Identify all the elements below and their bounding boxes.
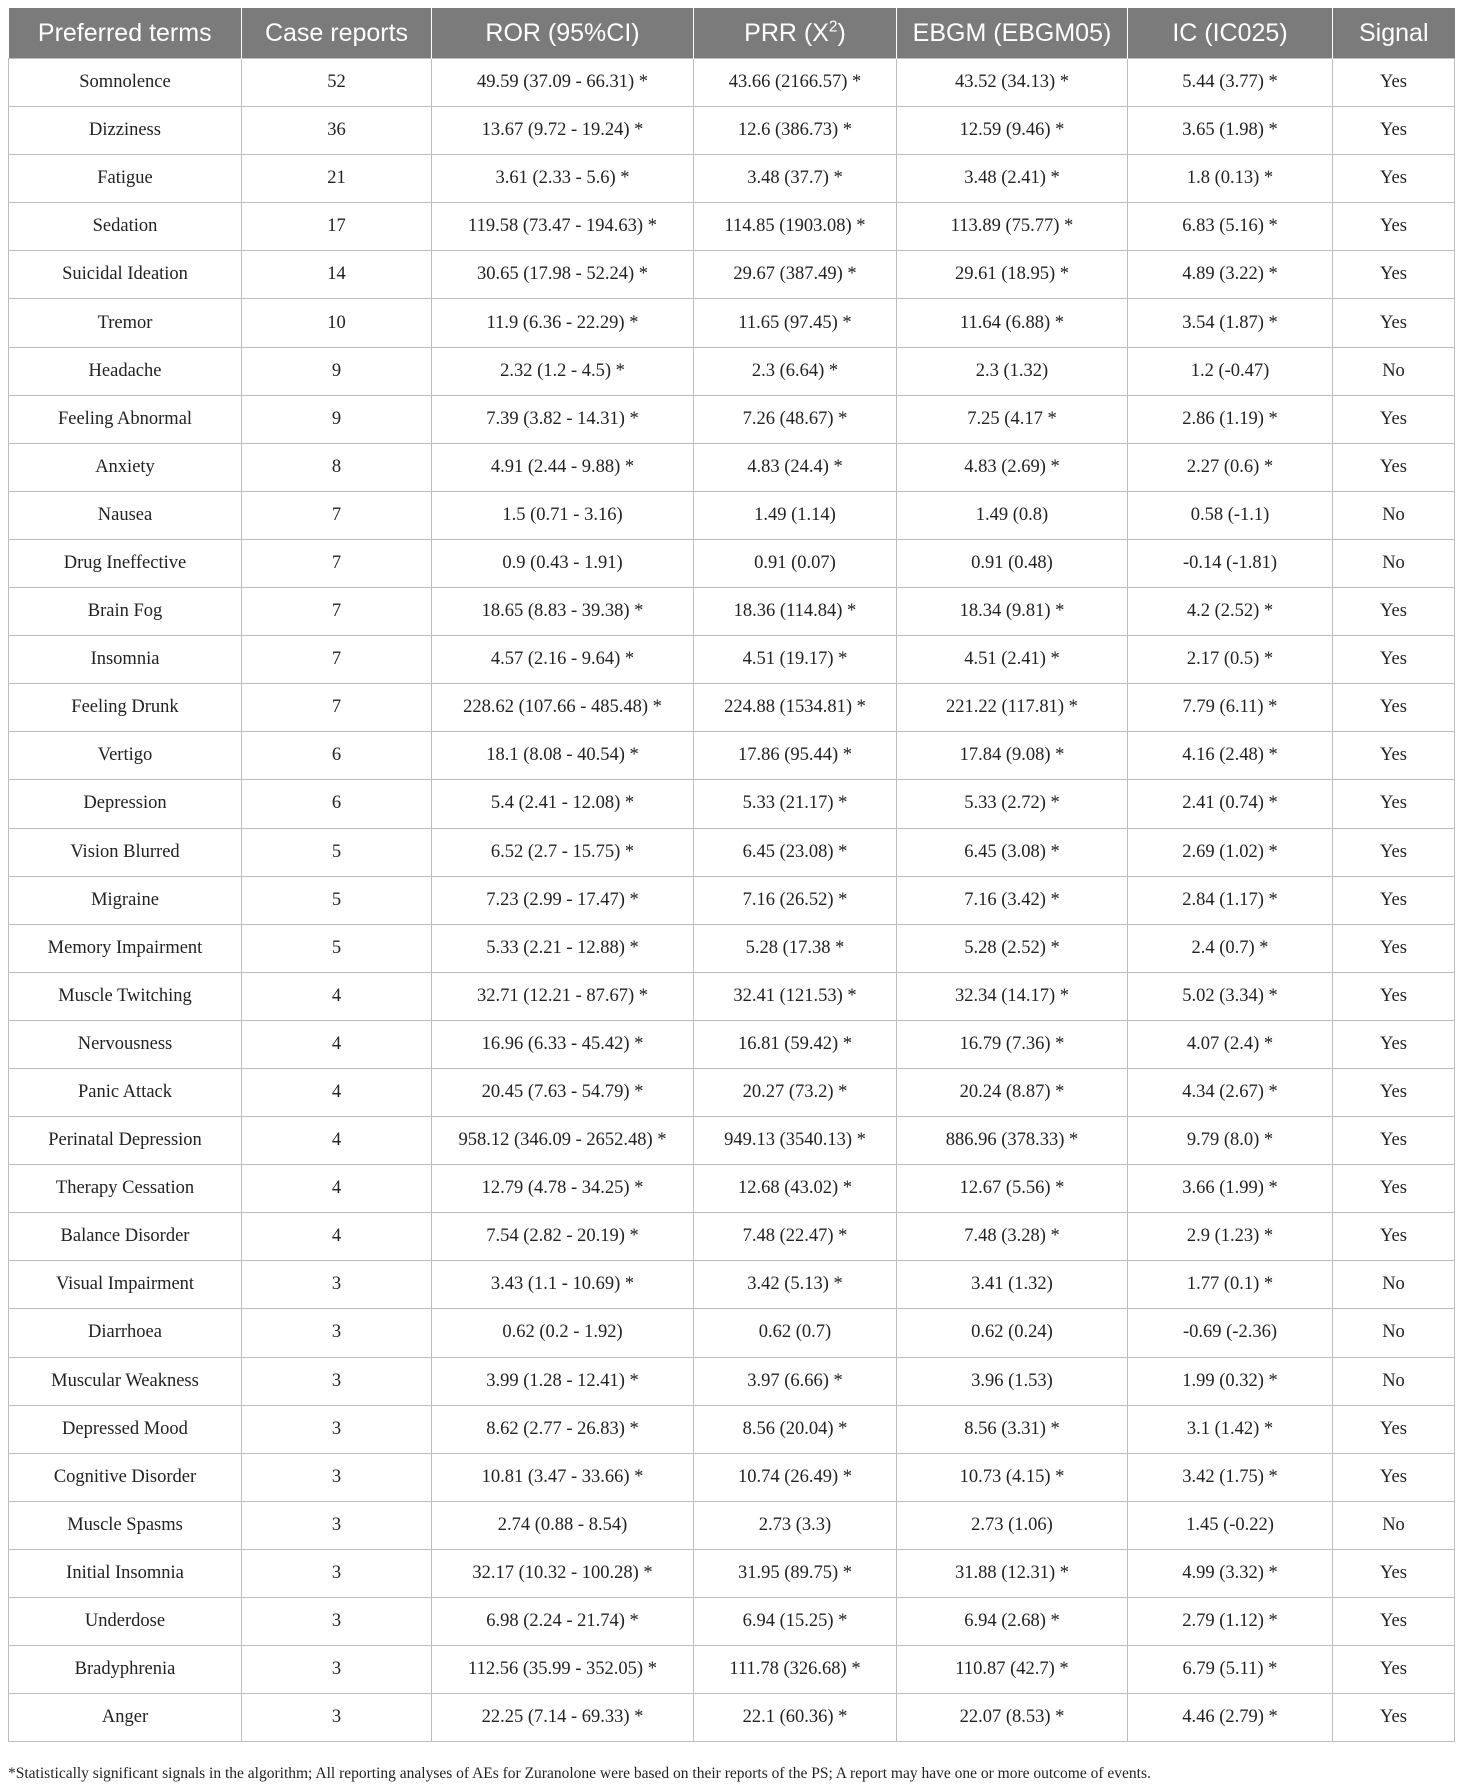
table-row (9, 1020, 1455, 1068)
table-row (9, 876, 1455, 924)
cell-ror: 18.65 (8.83 - 39.38) * (432, 588, 694, 636)
table-row (9, 924, 1455, 972)
cell-ebgm: 4.83 (2.69) * (897, 443, 1128, 491)
cell-prr: 29.67 (387.49) * (694, 251, 897, 299)
cell-signal: Yes (1333, 203, 1455, 251)
table-row (9, 1453, 1455, 1501)
cell-ror: 32.71 (12.21 - 87.67) * (432, 972, 694, 1020)
cell-ic: 2.86 (1.19) * (1128, 395, 1333, 443)
cell-ror: 11.9 (6.36 - 22.29) * (432, 299, 694, 347)
cell-ic: 2.17 (0.5) * (1128, 636, 1333, 684)
cell-ebgm: 10.73 (4.15) * (897, 1453, 1128, 1501)
cell-ic: 2.9 (1.23) * (1128, 1213, 1333, 1261)
table-row (9, 972, 1455, 1020)
cell-ror: 7.23 (2.99 - 17.47) * (432, 876, 694, 924)
cell-signal: Yes (1333, 1549, 1455, 1597)
cell-ebgm: 16.79 (7.36) * (897, 1020, 1128, 1068)
cell-case-reports: 5 (242, 924, 432, 972)
cell-prr: 22.1 (60.36) * (694, 1694, 897, 1742)
table-row (9, 491, 1455, 539)
cell-case-reports: 7 (242, 588, 432, 636)
cell-case-reports: 10 (242, 299, 432, 347)
cell-signal: No (1333, 1501, 1455, 1549)
cell-ror: 16.96 (6.33 - 45.42) * (432, 1020, 694, 1068)
cell-case-reports: 5 (242, 876, 432, 924)
cell-ebgm: 5.33 (2.72) * (897, 780, 1128, 828)
cell-signal: Yes (1333, 443, 1455, 491)
cell-prr: 16.81 (59.42) * (694, 1020, 897, 1068)
cell-case-reports: 4 (242, 1020, 432, 1068)
table-row (9, 155, 1455, 203)
header-ebgm: EBGM (EBGM05) (897, 8, 1128, 59)
cell-prr: 8.56 (20.04) * (694, 1405, 897, 1453)
cell-case-reports: 6 (242, 780, 432, 828)
header-prr-close: ) (837, 18, 846, 47)
header-prr (694, 8, 897, 59)
header-preferred-terms: Preferred terms (9, 8, 242, 59)
cell-preferred-term: Depressed Mood (9, 1405, 242, 1453)
cell-signal: Yes (1333, 299, 1455, 347)
cell-ic: 4.89 (3.22) * (1128, 251, 1333, 299)
cell-signal: Yes (1333, 1020, 1455, 1068)
cell-preferred-term: Somnolence (9, 59, 242, 107)
cell-ebgm: 6.45 (3.08) * (897, 828, 1128, 876)
cell-signal: Yes (1333, 59, 1455, 107)
cell-case-reports: 36 (242, 107, 432, 155)
cell-ebgm: 5.28 (2.52) * (897, 924, 1128, 972)
cell-prr: 3.42 (5.13) * (694, 1261, 897, 1309)
cell-ebgm: 18.34 (9.81) * (897, 588, 1128, 636)
cell-ebgm: 886.96 (378.33) * (897, 1117, 1128, 1165)
cell-preferred-term: Perinatal Depression (9, 1117, 242, 1165)
cell-case-reports: 3 (242, 1694, 432, 1742)
cell-ic: 6.79 (5.11) * (1128, 1646, 1333, 1694)
cell-ebgm: 4.51 (2.41) * (897, 636, 1128, 684)
cell-preferred-term: Brain Fog (9, 588, 242, 636)
cell-ebgm: 20.24 (8.87) * (897, 1068, 1128, 1116)
cell-preferred-term: Nausea (9, 491, 242, 539)
cell-case-reports: 5 (242, 828, 432, 876)
cell-prr: 10.74 (26.49) * (694, 1453, 897, 1501)
cell-ror: 20.45 (7.63 - 54.79) * (432, 1068, 694, 1116)
adverse-event-signal-table (8, 8, 1455, 1742)
cell-prr: 224.88 (1534.81) * (694, 684, 897, 732)
cell-preferred-term: Feeling Abnormal (9, 395, 242, 443)
cell-case-reports: 3 (242, 1501, 432, 1549)
cell-prr: 0.91 (0.07) (694, 539, 897, 587)
cell-ic: 0.58 (-1.1) (1128, 491, 1333, 539)
table-row (9, 539, 1455, 587)
cell-prr: 3.97 (6.66) * (694, 1357, 897, 1405)
cell-ror: 4.91 (2.44 - 9.88) * (432, 443, 694, 491)
cell-case-reports: 17 (242, 203, 432, 251)
cell-prr: 0.62 (0.7) (694, 1309, 897, 1357)
cell-case-reports: 21 (242, 155, 432, 203)
cell-ebgm: 17.84 (9.08) * (897, 732, 1128, 780)
cell-ebgm: 43.52 (34.13) * (897, 59, 1128, 107)
cell-preferred-term: Anxiety (9, 443, 242, 491)
cell-preferred-term: Muscle Spasms (9, 1501, 242, 1549)
table-row (9, 732, 1455, 780)
table-row (9, 1165, 1455, 1213)
cell-ror: 2.32 (1.2 - 4.5) * (432, 347, 694, 395)
header-case-reports: Case reports (242, 8, 432, 59)
cell-ic: 3.66 (1.99) * (1128, 1165, 1333, 1213)
cell-signal: Yes (1333, 876, 1455, 924)
cell-ic: 4.2 (2.52) * (1128, 588, 1333, 636)
cell-prr: 7.48 (22.47) * (694, 1213, 897, 1261)
table-row (9, 1598, 1455, 1646)
cell-preferred-term: Underdose (9, 1598, 242, 1646)
cell-case-reports: 3 (242, 1309, 432, 1357)
header-signal: Signal (1333, 8, 1455, 59)
cell-ror: 119.58 (73.47 - 194.63) * (432, 203, 694, 251)
cell-ror: 958.12 (346.09 - 2652.48) * (432, 1117, 694, 1165)
signal-table-container (8, 8, 1454, 1742)
cell-preferred-term: Therapy Cessation (9, 1165, 242, 1213)
cell-case-reports: 4 (242, 1117, 432, 1165)
cell-preferred-term: Visual Impairment (9, 1261, 242, 1309)
cell-ic: 2.27 (0.6) * (1128, 443, 1333, 491)
header-prr-superscript: 2 (828, 18, 838, 36)
cell-ebgm: 221.22 (117.81) * (897, 684, 1128, 732)
cell-preferred-term: Migraine (9, 876, 242, 924)
cell-ic: -0.14 (-1.81) (1128, 539, 1333, 587)
table-row (9, 588, 1455, 636)
cell-ror: 2.74 (0.88 - 8.54) (432, 1501, 694, 1549)
cell-prr: 6.45 (23.08) * (694, 828, 897, 876)
cell-ic: 1.2 (-0.47) (1128, 347, 1333, 395)
cell-ror: 13.67 (9.72 - 19.24) * (432, 107, 694, 155)
cell-preferred-term: Suicidal Ideation (9, 251, 242, 299)
cell-ic: -0.69 (-2.36) (1128, 1309, 1333, 1357)
cell-signal: Yes (1333, 1598, 1455, 1646)
cell-prr: 18.36 (114.84) * (694, 588, 897, 636)
cell-signal: Yes (1333, 1694, 1455, 1742)
cell-case-reports: 3 (242, 1598, 432, 1646)
cell-ebgm: 12.67 (5.56) * (897, 1165, 1128, 1213)
cell-ic: 9.79 (8.0) * (1128, 1117, 1333, 1165)
cell-case-reports: 3 (242, 1549, 432, 1597)
table-row (9, 684, 1455, 732)
cell-preferred-term: Balance Disorder (9, 1213, 242, 1261)
cell-preferred-term: Depression (9, 780, 242, 828)
table-row (9, 107, 1455, 155)
cell-prr: 7.16 (26.52) * (694, 876, 897, 924)
cell-preferred-term: Muscular Weakness (9, 1357, 242, 1405)
cell-ic: 1.45 (-0.22) (1128, 1501, 1333, 1549)
cell-ebgm: 7.48 (3.28) * (897, 1213, 1128, 1261)
table-row (9, 1501, 1455, 1549)
cell-case-reports: 7 (242, 491, 432, 539)
cell-preferred-term: Headache (9, 347, 242, 395)
table-row (9, 251, 1455, 299)
cell-ic: 1.77 (0.1) * (1128, 1261, 1333, 1309)
cell-prr: 11.65 (97.45) * (694, 299, 897, 347)
cell-preferred-term: Vision Blurred (9, 828, 242, 876)
cell-ic: 2.4 (0.7) * (1128, 924, 1333, 972)
cell-ebgm: 0.62 (0.24) (897, 1309, 1128, 1357)
cell-signal: Yes (1333, 636, 1455, 684)
cell-case-reports: 7 (242, 539, 432, 587)
cell-ic: 4.16 (2.48) * (1128, 732, 1333, 780)
cell-signal: Yes (1333, 1453, 1455, 1501)
cell-case-reports: 4 (242, 972, 432, 1020)
cell-ic: 2.69 (1.02) * (1128, 828, 1333, 876)
cell-ebgm: 7.16 (3.42) * (897, 876, 1128, 924)
cell-ic: 4.34 (2.67) * (1128, 1068, 1333, 1116)
cell-case-reports: 9 (242, 395, 432, 443)
cell-signal: Yes (1333, 1068, 1455, 1116)
table-row (9, 828, 1455, 876)
cell-signal: Yes (1333, 588, 1455, 636)
table-row (9, 1646, 1455, 1694)
cell-case-reports: 3 (242, 1357, 432, 1405)
cell-ic: 1.99 (0.32) * (1128, 1357, 1333, 1405)
cell-case-reports: 3 (242, 1261, 432, 1309)
table-row (9, 299, 1455, 347)
cell-signal: Yes (1333, 1117, 1455, 1165)
cell-ebgm: 11.64 (6.88) * (897, 299, 1128, 347)
cell-ror: 0.62 (0.2 - 1.92) (432, 1309, 694, 1357)
cell-signal: Yes (1333, 1165, 1455, 1213)
cell-ror: 7.39 (3.82 - 14.31) * (432, 395, 694, 443)
table-row (9, 1357, 1455, 1405)
cell-ror: 22.25 (7.14 - 69.33) * (432, 1694, 694, 1742)
cell-prr: 7.26 (48.67) * (694, 395, 897, 443)
cell-ror: 3.99 (1.28 - 12.41) * (432, 1357, 694, 1405)
cell-ebgm: 12.59 (9.46) * (897, 107, 1128, 155)
table-row (9, 1309, 1455, 1357)
cell-ebgm: 3.96 (1.53) (897, 1357, 1128, 1405)
cell-ebgm: 31.88 (12.31) * (897, 1549, 1128, 1597)
cell-case-reports: 9 (242, 347, 432, 395)
cell-ror: 8.62 (2.77 - 26.83) * (432, 1405, 694, 1453)
cell-preferred-term: Insomnia (9, 636, 242, 684)
cell-ic: 2.79 (1.12) * (1128, 1598, 1333, 1646)
table-row (9, 347, 1455, 395)
cell-prr: 32.41 (121.53) * (694, 972, 897, 1020)
table-row (9, 780, 1455, 828)
cell-prr: 12.6 (386.73) * (694, 107, 897, 155)
cell-prr: 4.51 (19.17) * (694, 636, 897, 684)
cell-case-reports: 3 (242, 1405, 432, 1453)
cell-prr: 43.66 (2166.57) * (694, 59, 897, 107)
cell-signal: Yes (1333, 155, 1455, 203)
cell-preferred-term: Drug Ineffective (9, 539, 242, 587)
table-row (9, 59, 1455, 107)
cell-case-reports: 52 (242, 59, 432, 107)
cell-ror: 3.43 (1.1 - 10.69) * (432, 1261, 694, 1309)
cell-preferred-term: Initial Insomnia (9, 1549, 242, 1597)
cell-ebgm: 8.56 (3.31) * (897, 1405, 1128, 1453)
cell-ror: 32.17 (10.32 - 100.28) * (432, 1549, 694, 1597)
cell-case-reports: 3 (242, 1646, 432, 1694)
cell-signal: Yes (1333, 924, 1455, 972)
cell-ic: 5.02 (3.34) * (1128, 972, 1333, 1020)
cell-ebgm: 7.25 (4.17 * (897, 395, 1128, 443)
cell-ror: 5.4 (2.41 - 12.08) * (432, 780, 694, 828)
cell-prr: 2.73 (3.3) (694, 1501, 897, 1549)
table-body (9, 59, 1455, 1742)
header-prr-label: PRR (X (744, 18, 829, 47)
cell-ror: 6.52 (2.7 - 15.75) * (432, 828, 694, 876)
cell-ebgm: 2.3 (1.32) (897, 347, 1128, 395)
cell-case-reports: 7 (242, 684, 432, 732)
cell-ror: 228.62 (107.66 - 485.48) * (432, 684, 694, 732)
cell-ebgm: 113.89 (75.77) * (897, 203, 1128, 251)
table-row (9, 1213, 1455, 1261)
table-row (9, 1694, 1455, 1742)
cell-case-reports: 4 (242, 1213, 432, 1261)
cell-signal: Yes (1333, 1646, 1455, 1694)
cell-preferred-term: Tremor (9, 299, 242, 347)
cell-ror: 4.57 (2.16 - 9.64) * (432, 636, 694, 684)
table-row (9, 1117, 1455, 1165)
cell-signal: Yes (1333, 972, 1455, 1020)
cell-prr: 2.3 (6.64) * (694, 347, 897, 395)
cell-preferred-term: Dizziness (9, 107, 242, 155)
cell-preferred-term: Cognitive Disorder (9, 1453, 242, 1501)
cell-signal: Yes (1333, 684, 1455, 732)
cell-ic: 3.1 (1.42) * (1128, 1405, 1333, 1453)
cell-signal: No (1333, 539, 1455, 587)
cell-ror: 112.56 (35.99 - 352.05) * (432, 1646, 694, 1694)
cell-ebgm: 32.34 (14.17) * (897, 972, 1128, 1020)
cell-case-reports: 7 (242, 636, 432, 684)
table-row (9, 1068, 1455, 1116)
cell-ic: 4.07 (2.4) * (1128, 1020, 1333, 1068)
cell-prr: 114.85 (1903.08) * (694, 203, 897, 251)
cell-preferred-term: Anger (9, 1694, 242, 1742)
table-footnote: *Statistically significant signals in the algorithm; All reporting analyses of AEs for Zuranolone were based on their reports of the PS; A report may have one or more outcome of events. (8, 1765, 1151, 1782)
cell-preferred-term: Sedation (9, 203, 242, 251)
cell-signal: Yes (1333, 828, 1455, 876)
table-row (9, 1549, 1455, 1597)
cell-prr: 949.13 (3540.13) * (694, 1117, 897, 1165)
cell-signal: Yes (1333, 107, 1455, 155)
table-header-row (9, 8, 1455, 59)
cell-ebgm: 0.91 (0.48) (897, 539, 1128, 587)
cell-ebgm: 6.94 (2.68) * (897, 1598, 1128, 1646)
cell-ic: 3.54 (1.87) * (1128, 299, 1333, 347)
cell-ic: 7.79 (6.11) * (1128, 684, 1333, 732)
cell-ror: 12.79 (4.78 - 34.25) * (432, 1165, 694, 1213)
cell-prr: 12.68 (43.02) * (694, 1165, 897, 1213)
cell-ror: 49.59 (37.09 - 66.31) * (432, 59, 694, 107)
cell-ebgm: 110.87 (42.7) * (897, 1646, 1128, 1694)
cell-ic: 2.41 (0.74) * (1128, 780, 1333, 828)
cell-preferred-term: Feeling Drunk (9, 684, 242, 732)
cell-ebgm: 3.41 (1.32) (897, 1261, 1128, 1309)
cell-signal: No (1333, 347, 1455, 395)
cell-ebgm: 29.61 (18.95) * (897, 251, 1128, 299)
cell-ror: 1.5 (0.71 - 3.16) (432, 491, 694, 539)
cell-ic: 3.65 (1.98) * (1128, 107, 1333, 155)
cell-ebgm: 22.07 (8.53) * (897, 1694, 1128, 1742)
cell-preferred-term: Fatigue (9, 155, 242, 203)
cell-ror: 18.1 (8.08 - 40.54) * (432, 732, 694, 780)
cell-ror: 10.81 (3.47 - 33.66) * (432, 1453, 694, 1501)
cell-preferred-term: Muscle Twitching (9, 972, 242, 1020)
cell-signal: Yes (1333, 1405, 1455, 1453)
cell-prr: 111.78 (326.68) * (694, 1646, 897, 1694)
cell-preferred-term: Vertigo (9, 732, 242, 780)
cell-prr: 1.49 (1.14) (694, 491, 897, 539)
cell-signal: No (1333, 1261, 1455, 1309)
cell-ror: 7.54 (2.82 - 20.19) * (432, 1213, 694, 1261)
cell-signal: No (1333, 491, 1455, 539)
cell-signal: No (1333, 1357, 1455, 1405)
cell-ic: 5.44 (3.77) * (1128, 59, 1333, 107)
cell-ic: 2.84 (1.17) * (1128, 876, 1333, 924)
cell-prr: 6.94 (15.25) * (694, 1598, 897, 1646)
table-row (9, 1261, 1455, 1309)
cell-case-reports: 4 (242, 1068, 432, 1116)
cell-ic: 4.46 (2.79) * (1128, 1694, 1333, 1742)
table-row (9, 443, 1455, 491)
cell-ic: 1.8 (0.13) * (1128, 155, 1333, 203)
cell-case-reports: 4 (242, 1165, 432, 1213)
cell-ebgm: 1.49 (0.8) (897, 491, 1128, 539)
cell-preferred-term: Memory Impairment (9, 924, 242, 972)
cell-ror: 0.9 (0.43 - 1.91) (432, 539, 694, 587)
cell-ebgm: 2.73 (1.06) (897, 1501, 1128, 1549)
cell-case-reports: 3 (242, 1453, 432, 1501)
cell-case-reports: 6 (242, 732, 432, 780)
cell-signal: Yes (1333, 395, 1455, 443)
cell-prr: 5.33 (21.17) * (694, 780, 897, 828)
cell-ic: 3.42 (1.75) * (1128, 1453, 1333, 1501)
cell-prr: 5.28 (17.38 * (694, 924, 897, 972)
cell-signal: Yes (1333, 251, 1455, 299)
cell-signal: No (1333, 1309, 1455, 1357)
table-row (9, 1405, 1455, 1453)
cell-signal: Yes (1333, 780, 1455, 828)
cell-prr: 31.95 (89.75) * (694, 1549, 897, 1597)
table-row (9, 203, 1455, 251)
table-row (9, 636, 1455, 684)
cell-ror: 5.33 (2.21 - 12.88) * (432, 924, 694, 972)
cell-preferred-term: Panic Attack (9, 1068, 242, 1116)
cell-case-reports: 8 (242, 443, 432, 491)
cell-preferred-term: Nervousness (9, 1020, 242, 1068)
header-ic: IC (IC025) (1128, 8, 1333, 59)
cell-preferred-term: Diarrhoea (9, 1309, 242, 1357)
cell-ebgm: 3.48 (2.41) * (897, 155, 1128, 203)
table-row (9, 395, 1455, 443)
cell-prr: 20.27 (73.2) * (694, 1068, 897, 1116)
header-ror: ROR (95%CI) (432, 8, 694, 59)
cell-preferred-term: Bradyphrenia (9, 1646, 242, 1694)
cell-prr: 17.86 (95.44) * (694, 732, 897, 780)
cell-ic: 4.99 (3.32) * (1128, 1549, 1333, 1597)
cell-case-reports: 14 (242, 251, 432, 299)
cell-signal: Yes (1333, 1213, 1455, 1261)
cell-signal: Yes (1333, 732, 1455, 780)
cell-ic: 6.83 (5.16) * (1128, 203, 1333, 251)
cell-prr: 4.83 (24.4) * (694, 443, 897, 491)
cell-ror: 3.61 (2.33 - 5.6) * (432, 155, 694, 203)
cell-prr: 3.48 (37.7) * (694, 155, 897, 203)
cell-ror: 30.65 (17.98 - 52.24) * (432, 251, 694, 299)
cell-ror: 6.98 (2.24 - 21.74) * (432, 1598, 694, 1646)
